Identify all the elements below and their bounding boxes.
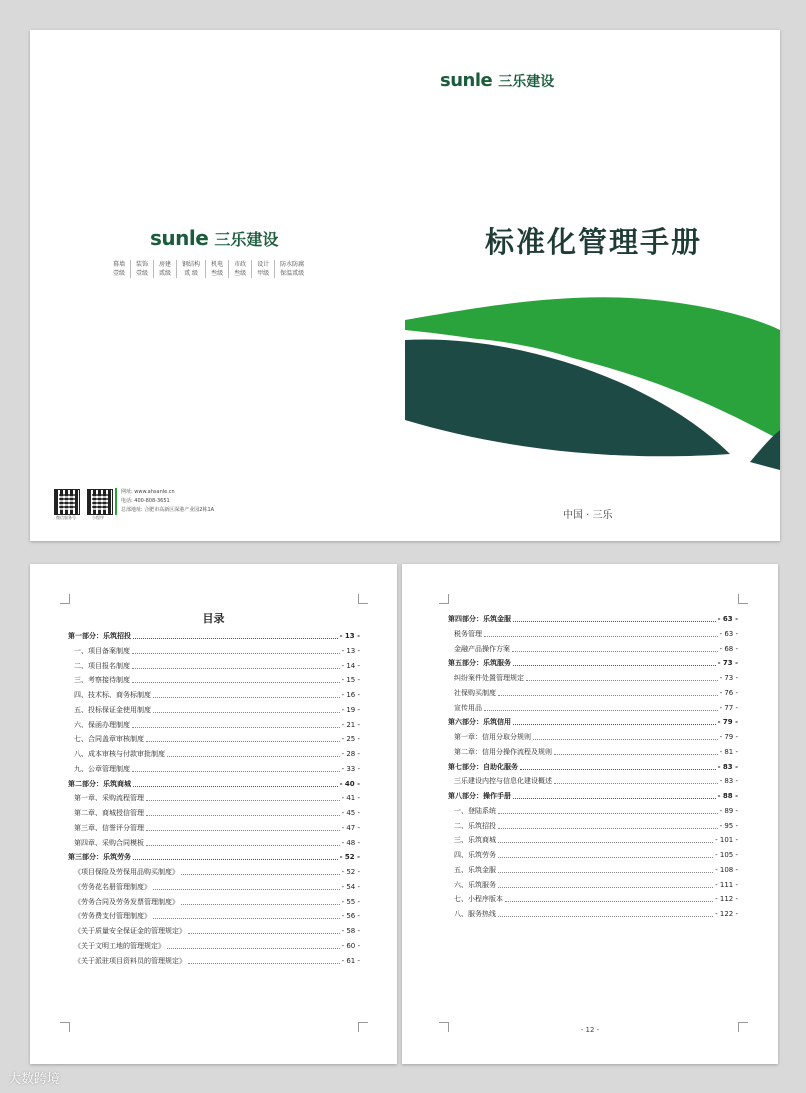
toc-page-number: - 79 - [717,718,738,727]
toc-page-number: - 52 - [339,853,360,862]
qualification-text: 机电 [211,261,224,268]
dark-corner [750,430,780,470]
toc-page-number: - 25 - [341,735,360,744]
toc-page-number: - 21 - [341,720,360,729]
toc-leader [167,756,340,757]
watermark: 大数跨境 [8,1072,61,1087]
toc-entry-label: 第一部分：乐筑招投 [68,632,131,640]
toc-entry-row [448,747,738,757]
toc-entry-label: 《劳务费支付管理制度》 [74,912,151,921]
toc-entry-row [448,909,738,919]
toc-entry-row [68,823,360,833]
toc-entry-label: 二、乐筑招投 [454,821,496,830]
toc-entry-label: 五、投标保证金使用制度 [74,705,151,714]
toc-entry-row [68,793,360,803]
toc-entry-row [68,897,360,907]
qualification-item [228,260,251,278]
toc-entry-label: 八、服务热线 [454,910,496,918]
miniprogram-qr-icon [87,489,113,515]
toc-leader [153,712,340,713]
toc-entry-row [448,894,738,904]
toc-entry-label: 《关于派驻项目资料员的管理规定》 [74,956,186,965]
toc-page-number: - 28 - [341,750,360,758]
toc-leader [146,815,340,816]
qr-caption: 微信服务号 [56,515,76,520]
toc-leader [146,741,340,742]
toc-page-number: - 101 - [715,836,738,845]
toc-leader [554,754,718,755]
toc-page-number: - 88 - [717,792,738,800]
toc-page-number: - 14 - [341,661,360,670]
toc-list [448,612,738,924]
qualification-text: 甲级 [257,270,270,277]
toc-entry-label: 四、技术标、商务标制度 [74,691,151,699]
toc-entry-row [68,720,360,730]
toc-entry-label: 《关于质量安全保证金的管理规定》 [74,927,186,935]
toc-leader [167,948,340,949]
toc-entry-label: 《关于文明工地的管理规定》 [74,941,165,950]
toc-entry-row [448,835,738,845]
toc-page-number: - 63 - [719,629,738,638]
toc-leader [513,798,716,799]
toc-page-number: - 33 - [341,764,360,773]
toc-part-row [68,631,360,641]
toc-leader [498,813,718,814]
toc-entry-row [68,749,360,759]
toc-entry-label: 第一章：信用分取分规则 [454,733,531,741]
logo-name: 三乐建设 [498,73,555,90]
toc-page-number: - 122 - [715,910,738,918]
toc-entry-row [448,880,738,890]
toc-leader [512,651,718,652]
qualification-item [153,260,176,278]
toc-page-number: - 76 - [719,688,738,697]
toc-page-number: - 56 - [341,912,360,921]
toc-leader [188,933,340,934]
toc-leader [153,889,340,890]
qualification-text: 房建 [159,261,172,268]
toc-page-number: - 41 - [341,794,360,803]
toc-page-number: - 83 - [717,762,738,771]
toc-entry-row [448,673,738,683]
toc-leader [133,786,338,787]
contact-line: 网址: www.ahsanle.cn [121,489,175,495]
cover-title: 标准化管理手册 [485,225,703,259]
qualification-text: 装饰 [136,261,149,268]
toc-page-number: - 60 - [341,941,360,950]
toc-entry-label: 一、登陆系统 [454,806,496,815]
back-cover-logo [150,226,278,250]
toc-entry-row [68,764,360,774]
toc-entry-label: 《劳务花名册管理制度》 [74,882,151,891]
toc-entry-label: 第三部分：乐筑劳务 [68,853,131,862]
toc-leader [505,901,713,902]
toc-entry-label: 三、乐筑商城 [454,836,496,845]
toc-page-number: - 55 - [341,897,360,906]
toc-entry-row [68,867,360,877]
toc-page-number: - 47 - [341,823,360,832]
toc-entry-label: 一、项目备案制度 [74,646,130,655]
toc-entry-label: 第七部分：自助化服务 [448,762,518,771]
toc-leader [146,800,340,801]
toc-leader [520,769,716,770]
toc-page-number: - 13 - [341,646,360,655]
qualification-text: 钢结构 [182,261,201,268]
toc-entry-label: 第二章、商城授信管理 [74,809,144,817]
toc-page-number: - 111 - [715,880,738,889]
toc-part-row [448,717,738,727]
toc-page-number: - 58 - [341,927,360,935]
crop-mark [358,594,368,604]
contact-line: 电话: 400-808-3651 [121,498,170,504]
toc-entry-label: 三、考察接待制度 [74,676,130,685]
toc-entry-row [448,644,738,654]
toc-page-number: - 77 - [719,703,738,712]
toc-part-row [68,779,360,789]
toc-entry-row [68,661,360,671]
toc-entry-row [448,629,738,639]
toc-leader [132,682,340,683]
qualification-item [251,260,274,278]
contact-line: 总部地址: 合肥市高新区深港产业园2栋1A [121,507,215,513]
toc-entry-label: 第二部分：乐筑商城 [68,779,131,788]
toc-entry-label: 《劳务合同及劳务发票管理制度》 [74,897,179,906]
toc-leader [181,904,340,905]
toc-entry-label: 金融产品操作方案 [454,644,510,653]
toc-part-row [448,791,738,801]
toc-leader [146,845,340,846]
toc-leader [554,783,718,784]
toc-part-row [448,762,738,772]
front-cover-logo [440,70,554,91]
qualification-item [130,260,153,278]
toc-page-number: - 48 - [341,838,360,847]
toc-entry-row [68,941,360,951]
toc-entry-label: 纠纷案件处置管理规定 [454,674,524,682]
wave-graphic [405,290,780,470]
toc-page-number: - 61 - [341,956,360,965]
toc-entry-label: 第六部分：乐筑信用 [448,718,511,727]
toc-page-number: - 105 - [715,851,738,859]
toc-entry-label: 第四部分：乐筑金服 [448,615,511,623]
toc-page-number: - 54 - [341,882,360,891]
toc-entry-label: 第八部分：操作手册 [448,792,511,800]
toc-entry-row [448,732,738,742]
toc-leader [146,830,340,831]
toc-entry-label: 六、保函办理制度 [74,720,130,729]
crop-mark [60,1022,70,1032]
crop-mark [439,594,449,604]
toc-entry-row [68,808,360,818]
toc-page-number: - 83 - [719,777,738,786]
qualification-list [108,260,309,278]
toc-leader [498,887,713,888]
toc-page-number: - 15 - [341,676,360,685]
toc-entry-label: 宣传用品 [454,703,482,712]
toc-leader [513,621,716,622]
toc-leader [498,872,713,873]
toc-page-number: - 63 - [717,615,738,623]
toc-entry-row [448,865,738,875]
qualification-item [274,260,309,278]
toc-leader [132,668,340,669]
qr-caption: 小程序 [92,515,104,520]
qualification-item [176,260,205,278]
toc-leader [133,638,338,639]
toc-entry-label: 九、公章管理制度 [74,764,130,773]
toc-entry-row [448,806,738,816]
toc-leader [513,724,716,725]
toc-entry-row [68,911,360,921]
qualification-text: 幕墙 [113,261,126,268]
toc-entry-row [68,690,360,700]
toc-list [68,629,360,970]
toc-entry-row [68,926,360,936]
toc-entry-label: 第一章、采购流程管理 [74,794,144,803]
toc-page-number: - 45 - [341,809,360,817]
toc-entry-label: 七、合同盖章审核制度 [74,735,144,744]
toc-leader [498,695,718,696]
toc-entry-row [68,734,360,744]
toc-entry-label: 第二章：信用分操作流程及规则 [454,747,552,756]
qualification-text: 叁级 [234,270,247,277]
crop-mark [358,1022,368,1032]
toc-entry-row [448,703,738,713]
toc-page-number: - 13 - [339,632,360,640]
toc-entry-label: 六、乐筑服务 [454,880,496,889]
contact-info [115,488,214,515]
toc-leader [132,771,340,772]
qualification-item [205,260,228,278]
toc-entry-row [68,675,360,685]
crop-mark [738,594,748,604]
toc-leader [153,918,340,919]
toc-leader [498,842,713,843]
toc-entry-label: 第三章、信誉评分管理 [74,823,144,832]
toc-entry-row [68,646,360,656]
toc-leader [526,680,718,681]
toc-entry-label: 社保购买制度 [454,688,496,697]
toc-entry-row [68,705,360,715]
toc-entry-label: 五、乐筑金服 [454,865,496,874]
toc-entry-label: 《项目保险及劳保用品购买制度》 [74,868,179,876]
toc-leader [133,859,338,860]
cover-origin: 中国 · 三乐 [563,510,613,521]
toc-leader [498,916,713,917]
qualification-text: 叁级 [211,270,224,277]
cover-spread [30,30,780,541]
qualification-text: 壹级 [113,270,126,277]
toc-page-number: - 73 - [717,659,738,668]
toc-part-row [448,614,738,624]
toc-leader [153,697,340,698]
toc-page-right [402,564,778,1064]
toc-entry-label: 第五部分：乐筑服务 [448,659,511,668]
logo-mark: sunle [150,226,209,250]
toc-page-number: - 19 - [341,705,360,714]
toc-leader [513,665,716,666]
toc-entry-label: 税务管理 [454,629,482,638]
toc-leader [484,710,718,711]
toc-page-number: - 16 - [341,691,360,699]
toc-entry-label: 第四章、采购合同模板 [74,838,144,847]
qualification-text: 保温贰级 [280,270,305,277]
toc-part-row [448,658,738,668]
toc-entry-label: 七、小程序版本 [454,895,503,904]
qualification-text: 防水防腐 [280,261,305,268]
toc-entry-row [448,776,738,786]
qualification-text: 市政 [234,261,247,268]
toc-leader [484,636,718,637]
toc-page-number: - 81 - [719,747,738,756]
toc-entry-row [448,688,738,698]
toc-page-number: - 79 - [719,733,738,741]
qualification-text: 壹级 [136,270,149,277]
toc-page-number: - 68 - [719,644,738,653]
toc-leader [498,828,718,829]
toc-entry-label: 八、成本审核与付款审批制度 [74,750,165,758]
toc-page-left [30,564,397,1064]
wechat-qr-icon [54,489,80,515]
toc-page-number: - 89 - [719,806,738,815]
toc-entry-label: 二、项目报名制度 [74,661,130,670]
toc-entry-row [448,821,738,831]
toc-page-number: - 112 - [715,895,738,904]
toc-leader [132,653,340,654]
toc-entry-row [68,956,360,966]
toc-entry-row [68,882,360,892]
toc-leader [181,874,340,875]
toc-entry-label: 四、乐筑劳务 [454,851,496,859]
toc-leader [498,857,713,858]
toc-leader [533,739,718,740]
toc-entry-row [448,850,738,860]
toc-part-row [68,852,360,862]
toc-page-number: - 108 - [715,865,738,874]
qualification-item [108,260,130,278]
toc-page-number: - 95 - [719,821,738,830]
toc-title: 目录 [202,612,225,625]
toc-entry-label: 三乐建设内控与信息化建设概述 [454,777,552,786]
page-number: - 12 - [580,1026,600,1034]
qualification-text: 设计 [257,261,270,268]
toc-page-number: - 52 - [341,868,360,876]
toc-page-number: - 40 - [339,779,360,788]
toc-leader [132,727,340,728]
logo-name: 三乐建设 [214,229,279,249]
qualification-text: 贰级 [159,270,172,277]
toc-page-number: - 73 - [719,674,738,682]
crop-mark [60,594,70,604]
logo-mark: sunle [440,70,493,91]
qualification-text: 贰 级 [184,270,199,277]
toc-leader [188,963,340,964]
toc-entry-row [68,838,360,848]
